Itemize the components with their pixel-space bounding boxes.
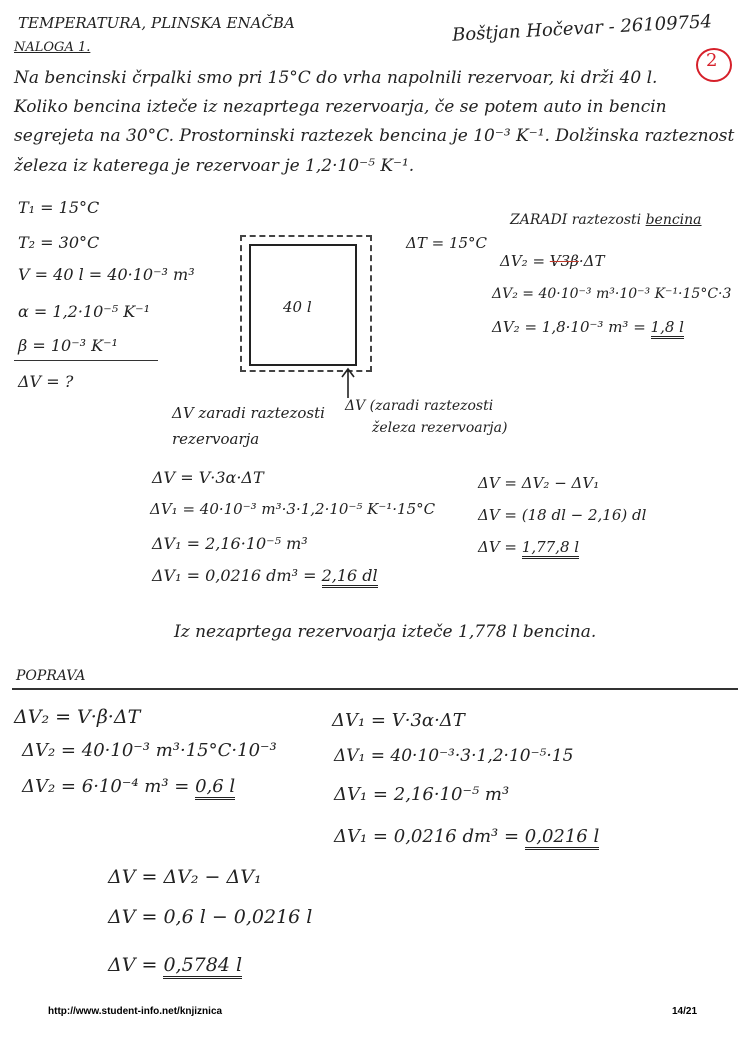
corr-right-eq-2: ΔV₁ = 40·10⁻³·3·1,2·10⁻⁵·15 xyxy=(334,746,574,766)
arrow-icon xyxy=(338,366,358,400)
footer-url[interactable]: http://www.student-info.net/knjiznica xyxy=(48,1006,223,1017)
corr-final-eq-3-pre: ΔV = xyxy=(108,954,164,976)
tank-volume-label: 40 l xyxy=(283,298,312,316)
corr-final-eq-1: ΔV = ΔV₂ − ΔV₁ xyxy=(108,866,262,888)
delta-t-label: ΔT = 15°C xyxy=(406,234,488,252)
tank-heading-1: ΔV zaradi raztezosti xyxy=(172,404,325,422)
footer-page-number: 14/21 xyxy=(672,1006,698,1017)
page-title: TEMPERATURA, PLINSKA ENAČBA xyxy=(18,14,295,32)
correction-divider xyxy=(12,688,738,690)
benzin-heading-word: bencina xyxy=(645,212,702,228)
tank-eq-2: ΔV₁ = 40·10⁻³ m³·3·1,2·10⁻⁵ K⁻¹·15°C xyxy=(150,500,436,518)
diff-eq-1: ΔV = ΔV₂ − ΔV₁ xyxy=(478,474,600,492)
diff-eq-3 xyxy=(478,538,579,556)
problem-line-2: Koliko bencina izteče iz nezaprtega rezervoarja, če se potem auto in bencin xyxy=(14,97,667,117)
corr-left-eq-1: ΔV₂ = V·β·ΔT xyxy=(14,706,141,728)
benzin-eq-3-result: 1,8 l xyxy=(651,318,684,339)
tank-eq-4-pre: ΔV₁ = 0,0216 dm³ = xyxy=(152,566,322,585)
corr-final-eq-3-result: 0,5784 l xyxy=(163,954,242,979)
conclusion-text: Iz nezaprtega rezervoarja izteče 1,778 l bencina. xyxy=(174,622,597,642)
benzin-heading xyxy=(510,212,702,228)
corr-final-eq-3 xyxy=(108,954,242,976)
tank-eq-4-result: 2,16 dl xyxy=(322,566,378,588)
corr-left-eq-3-pre: ΔV₂ = 6·10⁻⁴ m³ = xyxy=(22,776,196,797)
benzin-eq-1-post: ·ΔT xyxy=(578,252,605,270)
diff-eq-3-pre: ΔV = xyxy=(478,538,522,556)
given-t1: T₁ = 15°C xyxy=(18,198,100,217)
given-beta: β = 10⁻³ K⁻¹ xyxy=(18,336,118,355)
arrow-caption-1: ΔV (zaradi raztezosti xyxy=(345,398,494,414)
corr-right-eq-3: ΔV₁ = 2,16·10⁻⁵ m³ xyxy=(334,784,510,805)
benzin-eq-3-pre: ΔV₂ = 1,8·10⁻³ m³ = xyxy=(492,318,651,336)
arrow-caption-2: železa rezervoarja) xyxy=(372,420,508,436)
correction-title: POPRAVA xyxy=(16,668,86,684)
corr-right-eq-4-result: 0,0216 l xyxy=(525,826,599,850)
corr-left-eq-2: ΔV₂ = 40·10⁻³ m³·15°C·10⁻³ xyxy=(22,740,277,761)
given-alpha: α = 1,2·10⁻⁵ K⁻¹ xyxy=(18,302,151,321)
task-label: NALOGA 1. xyxy=(14,40,91,55)
corr-right-eq-4 xyxy=(334,826,599,847)
given-t2: T₂ = 30°C xyxy=(18,233,100,252)
tank-heading-2: rezervoarja xyxy=(172,430,260,448)
corr-left-eq-3 xyxy=(22,776,235,797)
given-volume: V = 40 l = 40·10⁻³ m³ xyxy=(18,265,195,284)
benzin-heading-prefix: ZARADI raztezosti xyxy=(510,212,642,228)
problem-line-1: Na bencinski črpalki smo pri 15°C do vrha napolnili rezervoar, ki drži 40 l. xyxy=(14,68,658,88)
corr-right-eq-4-pre: ΔV₁ = 0,0216 dm³ = xyxy=(334,826,525,847)
given-unknown: ΔV = ? xyxy=(18,372,74,391)
benzin-eq-2: ΔV₂ = 40·10⁻³ m³·10⁻³ K⁻¹·15°C·3 xyxy=(492,286,732,302)
benzin-eq-1 xyxy=(500,252,604,270)
score-value: 2 xyxy=(706,50,718,71)
tank-eq-1: ΔV = V·3α·ΔT xyxy=(152,468,264,487)
author-signature: Boštjan Hočevar - 26109754 xyxy=(451,11,713,46)
given-divider xyxy=(14,360,158,361)
problem-line-4: železa iz katerega je rezervoar je 1,2·10⁻⁵ K⁻¹. xyxy=(14,156,415,176)
diff-eq-2: ΔV = (18 dl − 2,16) dl xyxy=(478,506,647,524)
corr-final-eq-2: ΔV = 0,6 l − 0,0216 l xyxy=(108,906,313,928)
benzin-eq-1-struck: V3β xyxy=(549,252,579,270)
benzin-eq-1-pre: ΔV₂ = xyxy=(500,252,550,270)
tank-eq-4 xyxy=(152,566,378,585)
corr-right-eq-1: ΔV₁ = V·3α·ΔT xyxy=(332,710,465,731)
tank-eq-3: ΔV₁ = 2,16·10⁻⁵ m³ xyxy=(152,534,308,553)
benzin-eq-3 xyxy=(492,318,684,336)
problem-line-3: segrejeta na 30°C. Prostorninski raztezek bencina je 10⁻³ K⁻¹. Dolžinska razteznost xyxy=(14,126,735,146)
diff-eq-3-result: 1,77,8 l xyxy=(522,538,579,559)
corr-left-eq-3-result: 0,6 l xyxy=(195,776,235,800)
